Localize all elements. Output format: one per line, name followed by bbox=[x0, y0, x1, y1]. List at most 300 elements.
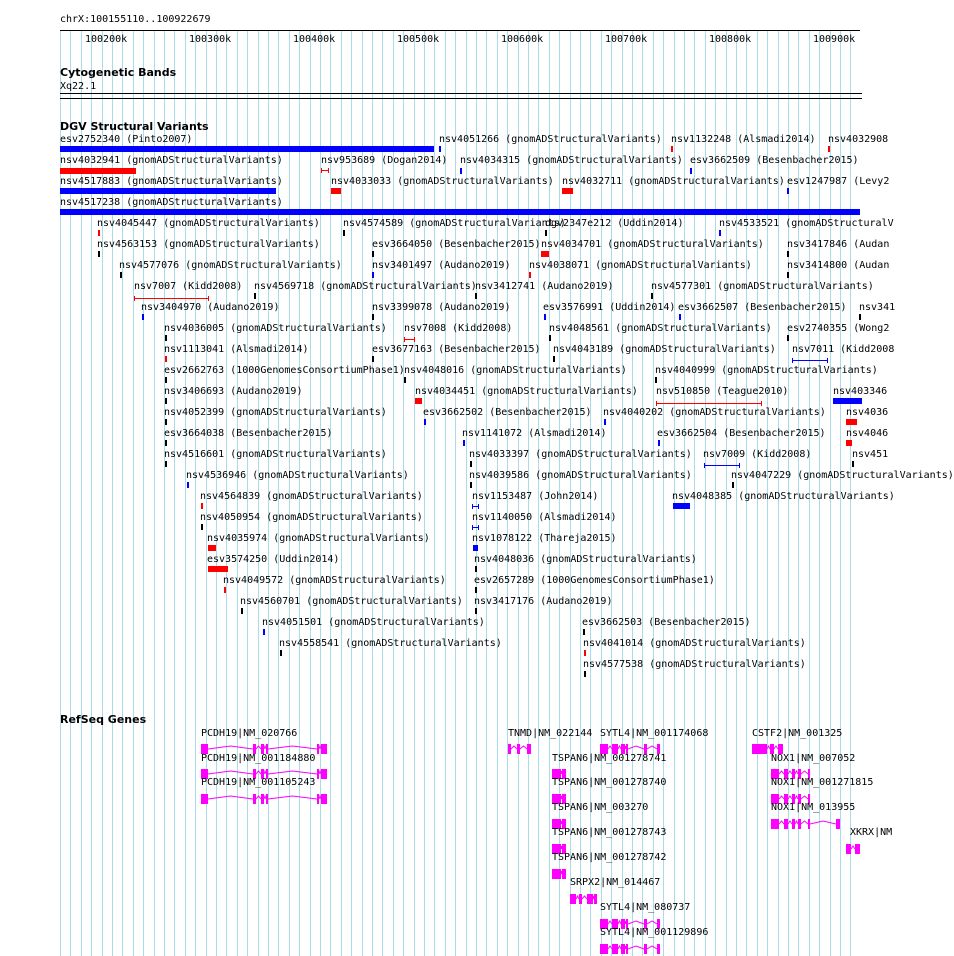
variant-label[interactable]: esv3662509 (Besenbacher2015) bbox=[690, 155, 859, 166]
gene-label[interactable]: NOX1|NM_007052 bbox=[771, 753, 856, 764]
gene-intron bbox=[268, 746, 317, 749]
variant-label[interactable]: nsv4517883 (gnomADStructuralVariants) bbox=[60, 176, 283, 187]
gene-exon bbox=[266, 794, 268, 804]
ruler-gridline bbox=[195, 30, 196, 956]
gene-intron bbox=[779, 821, 784, 824]
variant-label[interactable]: nsv4032941 (gnomADStructuralVariants) bbox=[60, 155, 283, 166]
variant-bar[interactable] bbox=[828, 146, 830, 152]
variant-interval-tick bbox=[472, 525, 473, 530]
gene-exon bbox=[752, 744, 767, 754]
cytoband-bar-top bbox=[60, 93, 862, 94]
variant-bar[interactable] bbox=[787, 251, 789, 257]
gene-label[interactable]: TSPAN6|NM_001278743 bbox=[552, 827, 667, 838]
variant-bar[interactable] bbox=[372, 356, 374, 362]
gene-exon bbox=[317, 794, 319, 804]
gene-label[interactable]: SYTL4|NM_001174068 bbox=[600, 728, 709, 739]
gene-exon bbox=[836, 819, 840, 829]
variant-label[interactable]: nsv4516601 (gnomADStructuralVariants) bbox=[164, 449, 387, 460]
variant-bar[interactable] bbox=[553, 356, 555, 362]
variant-label[interactable]: nsv4034701 (gnomADStructuralVariants) bbox=[541, 239, 764, 250]
gene-intron bbox=[767, 746, 770, 749]
variant-interval-tick bbox=[321, 168, 322, 173]
variant-bar[interactable] bbox=[165, 440, 167, 446]
gene-model[interactable] bbox=[200, 794, 328, 804]
variant-bar[interactable] bbox=[372, 272, 374, 278]
variant-label[interactable]: nsv7011 (Kidd2008 bbox=[792, 344, 895, 355]
variant-bar[interactable] bbox=[544, 314, 546, 320]
variant-bar[interactable] bbox=[671, 146, 673, 152]
variant-bar[interactable] bbox=[470, 482, 472, 488]
ruler-gridline bbox=[164, 30, 165, 956]
gene-intron bbox=[810, 821, 836, 824]
variant-label[interactable]: nsv1113041 (Alsmadi2014) bbox=[164, 344, 309, 355]
gene-exon bbox=[508, 744, 511, 754]
variant-bar[interactable] bbox=[165, 461, 167, 467]
gene-model[interactable] bbox=[551, 869, 567, 879]
variant-bar[interactable] bbox=[165, 335, 167, 341]
variant-bar[interactable] bbox=[372, 251, 374, 257]
variant-label[interactable]: nsv4577301 (gnomADStructuralVariants) bbox=[651, 281, 874, 292]
gene-intron bbox=[561, 796, 562, 799]
ruler-gridline bbox=[601, 30, 602, 956]
gene-exon bbox=[552, 869, 561, 879]
gene-label[interactable]: CSTF2|NM_001325 bbox=[752, 728, 843, 739]
gene-label[interactable]: NOX1|NM_013955 bbox=[771, 802, 856, 813]
ruler-gridline bbox=[154, 30, 155, 956]
gene-label[interactable]: TSPAN6|NM_003270 bbox=[552, 802, 649, 813]
variant-label[interactable]: esv3574250 (Uddin2014) bbox=[207, 554, 340, 565]
gene-intron bbox=[608, 946, 612, 949]
ruler-gridline bbox=[185, 30, 186, 956]
variant-label[interactable]: nsv341 bbox=[859, 302, 896, 313]
variant-label[interactable]: nsv4032908 bbox=[828, 134, 889, 145]
variant-label[interactable]: nsv953689 (Dogan2014) bbox=[321, 155, 448, 166]
variant-label[interactable]: nsv4034315 (gnomADStructuralVariants) bbox=[460, 155, 683, 166]
variant-label[interactable]: nsv4577538 (gnomADStructuralVariants) bbox=[583, 659, 806, 670]
ruler-tick-label: 100200k bbox=[85, 34, 128, 45]
variant-bar[interactable] bbox=[475, 608, 477, 614]
gene-label[interactable]: TSPAN6|NM_001278740 bbox=[552, 777, 667, 788]
variant-label[interactable]: nsv4034451 (gnomADStructuralVariants) bbox=[415, 386, 638, 397]
variant-interval-tick bbox=[478, 525, 479, 530]
variant-label[interactable]: esv3677163 (Besenbacher2015) bbox=[372, 344, 541, 355]
variant-bar[interactable] bbox=[208, 545, 216, 551]
variant-bar[interactable] bbox=[165, 377, 167, 383]
gene-intron bbox=[788, 796, 792, 799]
variant-label[interactable]: esv3662504 (Besenbacher2015) bbox=[657, 428, 826, 439]
variant-bar[interactable] bbox=[651, 293, 653, 299]
ruler-tick-label: 100300k bbox=[189, 34, 232, 45]
gene-intron bbox=[268, 796, 317, 799]
variant-bar[interactable] bbox=[60, 209, 860, 215]
gene-intron bbox=[608, 921, 612, 924]
gene-intron bbox=[561, 771, 562, 774]
variant-bar[interactable] bbox=[165, 398, 167, 404]
variant-bar[interactable] bbox=[201, 503, 203, 509]
variant-interval-tick bbox=[414, 337, 415, 342]
variant-label[interactable]: nsv4040999 (gnomADStructuralVariants) bbox=[655, 365, 878, 376]
variant-interval-tick bbox=[656, 401, 657, 406]
variant-bar[interactable] bbox=[859, 314, 861, 320]
gene-intron bbox=[264, 796, 266, 799]
gene-intron bbox=[625, 746, 626, 749]
gene-exon bbox=[626, 944, 628, 954]
variant-label[interactable]: esv2740355 (Wong2 bbox=[787, 323, 890, 334]
gene-intron bbox=[647, 921, 657, 924]
variant-label[interactable]: nsv4517238 (gnomADStructuralVariants) bbox=[60, 197, 283, 208]
gene-intron bbox=[319, 746, 321, 749]
variant-label[interactable]: nsv4569718 (gnomADStructuralVariants) bbox=[254, 281, 477, 292]
variant-bar[interactable] bbox=[541, 251, 549, 257]
variant-interval-tick bbox=[827, 358, 828, 363]
gene-exon bbox=[808, 819, 810, 829]
variant-label[interactable]: esv2657289 (1000GenomesConsortiumPhase1) bbox=[474, 575, 715, 586]
gene-exon bbox=[321, 794, 327, 804]
variant-bar[interactable] bbox=[690, 168, 692, 174]
variant-label[interactable]: nsv4036005 (gnomADStructuralVariants) bbox=[164, 323, 387, 334]
variant-label[interactable]: nsv3417176 (Audano2019) bbox=[474, 596, 613, 607]
variant-bar[interactable] bbox=[439, 146, 441, 152]
variant-bar[interactable] bbox=[473, 545, 478, 551]
variant-label[interactable]: nsv4048561 (gnomADStructuralVariants) bbox=[549, 323, 772, 334]
variant-label[interactable]: nsv3412741 (Audano2019) bbox=[475, 281, 614, 292]
gene-model[interactable] bbox=[770, 819, 841, 829]
ruler-tick-label: 100800k bbox=[709, 34, 752, 45]
variant-bar[interactable] bbox=[852, 461, 854, 467]
variant-bar[interactable] bbox=[475, 293, 477, 299]
gene-exon bbox=[644, 944, 647, 954]
ruler-axis-line bbox=[60, 30, 860, 31]
gene-model[interactable] bbox=[569, 894, 598, 904]
gene-intron bbox=[561, 821, 562, 824]
variant-bar[interactable] bbox=[562, 188, 573, 194]
variant-label[interactable]: nsv3401497 (Audano2019) bbox=[372, 260, 511, 271]
gene-intron bbox=[618, 921, 621, 924]
variant-label[interactable]: nsv4046 bbox=[846, 428, 889, 439]
gene-exon bbox=[657, 944, 660, 954]
variant-bar[interactable] bbox=[343, 230, 345, 236]
variant-bar[interactable] bbox=[732, 482, 734, 488]
gene-exon bbox=[621, 944, 625, 954]
variant-interval-tick bbox=[761, 401, 762, 406]
variant-bar[interactable] bbox=[98, 251, 100, 257]
gene-label[interactable]: PCDH19|NM_001184880 bbox=[201, 753, 316, 764]
ruler-tick-label: 100500k bbox=[397, 34, 440, 45]
variant-label[interactable]: esv3662502 (Besenbacher2015) bbox=[423, 407, 592, 418]
variant-label[interactable]: nsv7007 (Kidd2008) bbox=[134, 281, 243, 292]
variant-label[interactable]: nsv4533521 (gnomADStructuralV bbox=[719, 218, 894, 229]
gene-exon bbox=[594, 894, 597, 904]
gene-intron bbox=[256, 771, 261, 774]
variant-label[interactable]: nsv4040202 (gnomADStructuralVariants) bbox=[603, 407, 826, 418]
ruler-gridline bbox=[611, 30, 612, 956]
variant-label[interactable]: nsv4047229 (gnomADStructuralVariants) bbox=[731, 470, 954, 481]
gene-intron bbox=[561, 871, 562, 874]
variant-bar[interactable] bbox=[833, 398, 862, 404]
variant-label[interactable]: nsv1132248 (Alsmadi2014) bbox=[671, 134, 816, 145]
variant-label[interactable]: nsv4049572 (gnomADStructuralVariants) bbox=[223, 575, 446, 586]
variant-bar[interactable] bbox=[98, 230, 100, 236]
gene-intron bbox=[319, 771, 321, 774]
cytoband-bar-bottom bbox=[60, 98, 862, 99]
gene-model[interactable] bbox=[507, 744, 532, 754]
gene-intron bbox=[561, 846, 562, 849]
gene-label[interactable]: SYTL4|NM_080737 bbox=[600, 902, 691, 913]
variant-label[interactable]: nsv1078122 (Thareja2015) bbox=[472, 533, 617, 544]
variant-label[interactable]: nsv4033033 (gnomADStructuralVariants) bbox=[331, 176, 554, 187]
gene-intron bbox=[625, 946, 626, 949]
gene-exon bbox=[570, 894, 576, 904]
variant-label[interactable]: nsv4045447 (gnomADStructuralVariants) bbox=[97, 218, 320, 229]
track-title-cytogenetic-bands[interactable]: Cytogenetic Bands bbox=[60, 66, 177, 79]
gene-intron bbox=[851, 846, 855, 849]
variant-bar[interactable] bbox=[120, 272, 122, 278]
variant-interval-tick bbox=[478, 504, 479, 509]
variant-label[interactable]: nsv4038071 (gnomADStructuralVariants) bbox=[529, 260, 752, 271]
variant-interval-line[interactable] bbox=[134, 298, 209, 299]
ruler-tick-label: 100900k bbox=[813, 34, 856, 45]
variant-bar[interactable] bbox=[529, 272, 531, 278]
gene-exon bbox=[253, 794, 256, 804]
variant-label[interactable]: esv3664050 (Besenbacher2015) bbox=[372, 239, 541, 250]
gene-intron bbox=[208, 771, 253, 774]
variant-label[interactable]: esv3664038 (Besenbacher2015) bbox=[164, 428, 333, 439]
variant-label[interactable]: nsv4048016 (gnomADStructuralVariants) bbox=[404, 365, 627, 376]
variant-bar[interactable] bbox=[241, 608, 243, 614]
variant-label[interactable]: nsv4041014 (gnomADStructuralVariants) bbox=[583, 638, 806, 649]
variant-label[interactable]: dgv2347e212 (Uddin2014) bbox=[545, 218, 684, 229]
gene-intron bbox=[801, 771, 808, 774]
variant-label[interactable]: nsv4574589 (gnomADStructuralVariants) bbox=[343, 218, 566, 229]
gene-intron bbox=[208, 746, 253, 749]
gene-intron bbox=[593, 896, 594, 899]
gene-intron bbox=[256, 796, 261, 799]
variant-interval-tick bbox=[208, 296, 209, 301]
variant-bar[interactable] bbox=[719, 230, 721, 236]
variant-bar[interactable] bbox=[372, 314, 374, 320]
variant-bar[interactable] bbox=[787, 188, 789, 194]
variant-bar[interactable] bbox=[475, 587, 477, 593]
variant-bar[interactable] bbox=[475, 566, 477, 572]
variant-bar[interactable] bbox=[415, 398, 422, 404]
track-title-dgv-structural-variants[interactable]: DGV Structural Variants bbox=[60, 120, 209, 133]
variant-label[interactable]: esv3662507 (Besenbacher2015) bbox=[678, 302, 847, 313]
variant-bar[interactable] bbox=[460, 168, 462, 174]
gene-exon bbox=[261, 794, 264, 804]
gene-label[interactable]: TNMD|NM_022144 bbox=[508, 728, 593, 739]
ruler-gridline bbox=[174, 30, 175, 956]
ruler-gridline bbox=[663, 30, 664, 956]
variant-bar[interactable] bbox=[583, 629, 585, 635]
variant-label[interactable]: esv2752340 (Pinto2007) bbox=[60, 134, 193, 145]
gene-exon bbox=[321, 744, 327, 754]
gene-model[interactable] bbox=[599, 944, 661, 954]
gene-label[interactable]: SRPX2|NM_014467 bbox=[570, 877, 661, 888]
ruler-tick-label: 100700k bbox=[605, 34, 648, 45]
gene-exon bbox=[587, 894, 593, 904]
variant-label[interactable]: esv1247987 (Levy2 bbox=[787, 176, 890, 187]
gene-intron bbox=[628, 921, 644, 924]
ruler-gridline bbox=[653, 30, 654, 956]
gene-intron bbox=[774, 746, 778, 749]
variant-interval-line[interactable] bbox=[792, 360, 828, 361]
variant-label[interactable]: nsv4039586 (gnomADStructuralVariants) bbox=[469, 470, 692, 481]
variant-label[interactable]: nsv4051501 (gnomADStructuralVariants) bbox=[262, 617, 485, 628]
gene-intron bbox=[795, 771, 798, 774]
variant-bar[interactable] bbox=[60, 168, 136, 174]
variant-bar[interactable] bbox=[165, 419, 167, 425]
variant-bar[interactable] bbox=[331, 188, 341, 194]
variant-label[interactable]: nsv1140050 (Alsmadi2014) bbox=[472, 512, 617, 523]
variant-label[interactable]: nsv7009 (Kidd2008) bbox=[703, 449, 812, 460]
variant-label[interactable]: nsv4577076 (gnomADStructuralVariants) bbox=[119, 260, 342, 271]
variant-label[interactable]: esv2662763 (1000GenomesConsortiumPhase1) bbox=[164, 365, 405, 376]
gene-intron bbox=[801, 821, 808, 824]
variant-bar[interactable] bbox=[424, 419, 426, 425]
variant-interval-line[interactable] bbox=[704, 465, 740, 466]
variant-interval-tick bbox=[404, 337, 405, 342]
variant-bar[interactable] bbox=[673, 503, 690, 509]
variant-label[interactable]: nsv4536946 (gnomADStructuralVariants) bbox=[186, 470, 409, 481]
gene-intron bbox=[319, 796, 321, 799]
cytoband-label[interactable]: Xq22.1 bbox=[60, 81, 97, 92]
variant-label[interactable]: nsv3417846 (Audan bbox=[787, 239, 890, 250]
variant-label[interactable]: nsv1153487 (John2014) bbox=[472, 491, 599, 502]
variant-label[interactable]: esv3662503 (Besenbacher2015) bbox=[582, 617, 751, 628]
variant-label[interactable]: nsv3399078 (Audano2019) bbox=[372, 302, 511, 313]
variant-bar[interactable] bbox=[787, 272, 789, 278]
variant-bar[interactable] bbox=[404, 377, 406, 383]
ruler-gridline bbox=[424, 30, 425, 956]
variant-label[interactable]: nsv4052399 (gnomADStructuralVariants) bbox=[164, 407, 387, 418]
gene-intron bbox=[628, 746, 644, 749]
variant-bar[interactable] bbox=[545, 230, 547, 236]
variant-interval-tick bbox=[134, 296, 135, 301]
variant-label[interactable]: nsv510850 (Teague2010) bbox=[656, 386, 789, 397]
gene-exon bbox=[846, 844, 851, 854]
ruler-gridline bbox=[632, 30, 633, 956]
gene-intron bbox=[520, 746, 527, 749]
gene-model[interactable] bbox=[843, 844, 861, 854]
variant-label[interactable]: nsv3404970 (Audano2019) bbox=[141, 302, 280, 313]
variant-bar[interactable] bbox=[60, 146, 434, 152]
variant-label[interactable]: nsv4563153 (gnomADStructuralVariants) bbox=[97, 239, 320, 250]
gene-label[interactable]: TSPAN6|NM_001278742 bbox=[552, 852, 667, 863]
ruler-gridline bbox=[455, 30, 456, 956]
gene-exon bbox=[798, 819, 801, 829]
variant-label[interactable]: nsv1141072 (Alsmadi2014) bbox=[462, 428, 607, 439]
gene-exon bbox=[792, 819, 795, 829]
ruler-tick-label: 100600k bbox=[501, 34, 544, 45]
variant-bar[interactable] bbox=[463, 440, 465, 446]
variant-label[interactable]: nsv4043189 (gnomADStructuralVariants) bbox=[553, 344, 776, 355]
variant-bar[interactable] bbox=[584, 671, 586, 677]
gene-label[interactable]: SYTL4|NM_001129896 bbox=[600, 927, 709, 938]
variant-bar[interactable] bbox=[604, 419, 606, 425]
gene-intron bbox=[264, 771, 266, 774]
variant-bar[interactable] bbox=[201, 524, 203, 530]
ruler-gridline bbox=[622, 30, 623, 956]
variant-label[interactable]: nsv4558541 (gnomADStructuralVariants) bbox=[279, 638, 502, 649]
variant-label[interactable]: nsv4560701 (gnomADStructuralVariants) bbox=[240, 596, 463, 607]
gene-intron bbox=[576, 896, 579, 899]
gene-intron bbox=[256, 746, 261, 749]
gene-exon bbox=[562, 869, 566, 879]
track-title-refseq-genes[interactable]: RefSeq Genes bbox=[60, 713, 147, 726]
gene-intron bbox=[208, 796, 253, 799]
variant-bar[interactable] bbox=[208, 566, 228, 572]
gene-intron bbox=[647, 946, 657, 949]
variant-label[interactable]: nsv4033397 (gnomADStructuralVariants) bbox=[469, 449, 692, 460]
variant-label[interactable]: nsv4035974 (gnomADStructuralVariants) bbox=[207, 533, 430, 544]
variant-bar[interactable] bbox=[224, 587, 226, 593]
gene-exon bbox=[321, 769, 327, 779]
variant-label[interactable]: nsv7008 (Kidd2008) bbox=[404, 323, 513, 334]
variant-bar[interactable] bbox=[60, 188, 276, 194]
variant-label[interactable]: nsv4048385 (gnomADStructuralVariants) bbox=[672, 491, 895, 502]
ruler-gridline bbox=[466, 30, 467, 956]
variant-bar[interactable] bbox=[165, 356, 167, 362]
gene-exon bbox=[784, 819, 788, 829]
gene-label[interactable]: NOX1|NM_001271815 bbox=[771, 777, 874, 788]
gene-intron bbox=[264, 746, 266, 749]
variant-bar[interactable] bbox=[658, 440, 660, 446]
gene-intron bbox=[625, 921, 626, 924]
gene-exon bbox=[517, 744, 520, 754]
variant-interval-tick bbox=[739, 463, 740, 468]
variant-label[interactable]: nsv4032711 (gnomADStructuralVariants) bbox=[562, 176, 785, 187]
variant-label[interactable]: nsv3414800 (Audan bbox=[787, 260, 890, 271]
variant-label[interactable]: nsv451 bbox=[852, 449, 889, 460]
variant-label[interactable]: nsv4051266 (gnomADStructuralVariants) bbox=[439, 134, 662, 145]
gene-intron bbox=[795, 821, 798, 824]
variant-label[interactable]: nsv3406693 (Audano2019) bbox=[164, 386, 303, 397]
gene-label[interactable]: PCDH19|NM_001105243 bbox=[201, 777, 316, 788]
variant-bar[interactable] bbox=[187, 482, 189, 488]
variant-bar[interactable] bbox=[142, 314, 144, 320]
variant-bar[interactable] bbox=[470, 461, 472, 467]
gene-label[interactable]: TSPAN6|NM_001278741 bbox=[552, 753, 667, 764]
variant-bar[interactable] bbox=[787, 335, 789, 341]
variant-bar[interactable] bbox=[263, 629, 265, 635]
variant-bar[interactable] bbox=[584, 650, 586, 656]
variant-bar[interactable] bbox=[679, 314, 681, 320]
variant-label[interactable]: nsv403346 bbox=[833, 386, 888, 397]
gene-label[interactable]: PCDH19|NM_020766 bbox=[201, 728, 298, 739]
variant-bar[interactable] bbox=[846, 440, 852, 446]
variant-bar[interactable] bbox=[549, 335, 551, 341]
variant-bar[interactable] bbox=[655, 377, 657, 383]
variant-label[interactable]: nsv4050954 (gnomADStructuralVariants) bbox=[200, 512, 423, 523]
variant-bar[interactable] bbox=[280, 650, 282, 656]
gene-exon bbox=[579, 894, 582, 904]
variant-label[interactable]: esv3576991 (Uddin2014) bbox=[543, 302, 676, 313]
variant-bar[interactable] bbox=[254, 293, 256, 299]
variant-label[interactable]: nsv4036 bbox=[846, 407, 889, 418]
variant-interval-tick bbox=[704, 463, 705, 468]
gene-exon bbox=[317, 744, 319, 754]
gene-exon bbox=[527, 744, 531, 754]
gene-intron bbox=[647, 746, 657, 749]
variant-bar[interactable] bbox=[846, 419, 857, 425]
variant-label[interactable]: nsv4564839 (gnomADStructuralVariants) bbox=[200, 491, 423, 502]
gene-exon bbox=[771, 819, 779, 829]
gene-intron bbox=[788, 821, 792, 824]
variant-label[interactable]: nsv4048036 (gnomADStructuralVariants) bbox=[474, 554, 697, 565]
variant-interval-line[interactable] bbox=[656, 403, 762, 404]
gene-label[interactable]: XKRX|NM bbox=[850, 827, 893, 838]
variant-interval-tick bbox=[792, 358, 793, 363]
